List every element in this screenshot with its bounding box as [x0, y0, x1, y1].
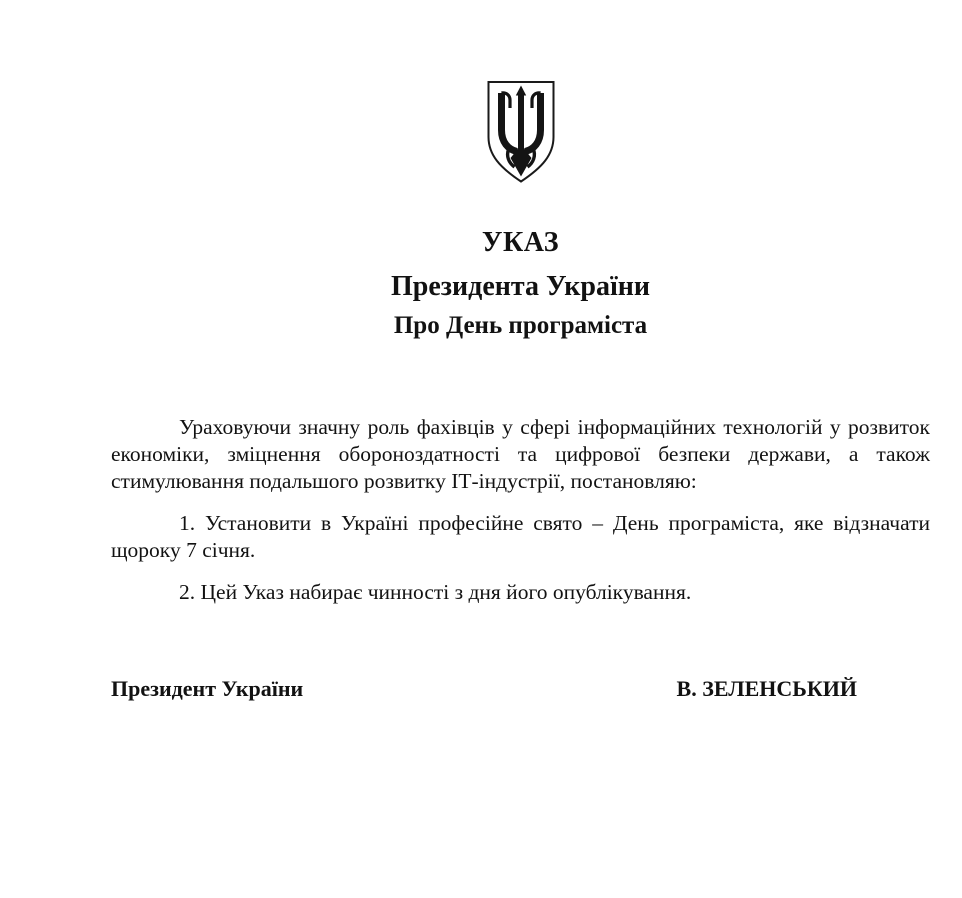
article-1-paragraph: 1. Установити в Україні професійне свято – День програміста, яке відзначати щороку 7 січня.: [111, 511, 930, 562]
article-2-paragraph: 2. Цей Указ набирає чинності з дня його опублікування.: [179, 580, 692, 604]
signature-name: В. ЗЕЛЕНСЬКИЙ: [676, 676, 857, 701]
decree-content-column: [111, 0, 930, 702]
decree-body: [111, 414, 930, 606]
signature-role: Президент України: [111, 676, 304, 701]
signature-row: [111, 675, 930, 702]
ukraine-trident-emblem-icon: [484, 79, 558, 185]
emblem-container: [111, 0, 930, 185]
decree-title: УКАЗ: [481, 227, 560, 258]
decree-heading: [111, 229, 930, 338]
decree-issuer: Президента України: [391, 271, 650, 302]
preamble-paragraph: Ураховуючи значну роль фахівців у сфері інформаційних технологій у розвиток економіки, зміцнення обороноздатності та цифрової безпеки держави, а також стимулювання подальшого розвитку ІТ-індустрії, постановляю:: [111, 415, 930, 493]
decree-subject: Про День програміста: [393, 312, 648, 339]
